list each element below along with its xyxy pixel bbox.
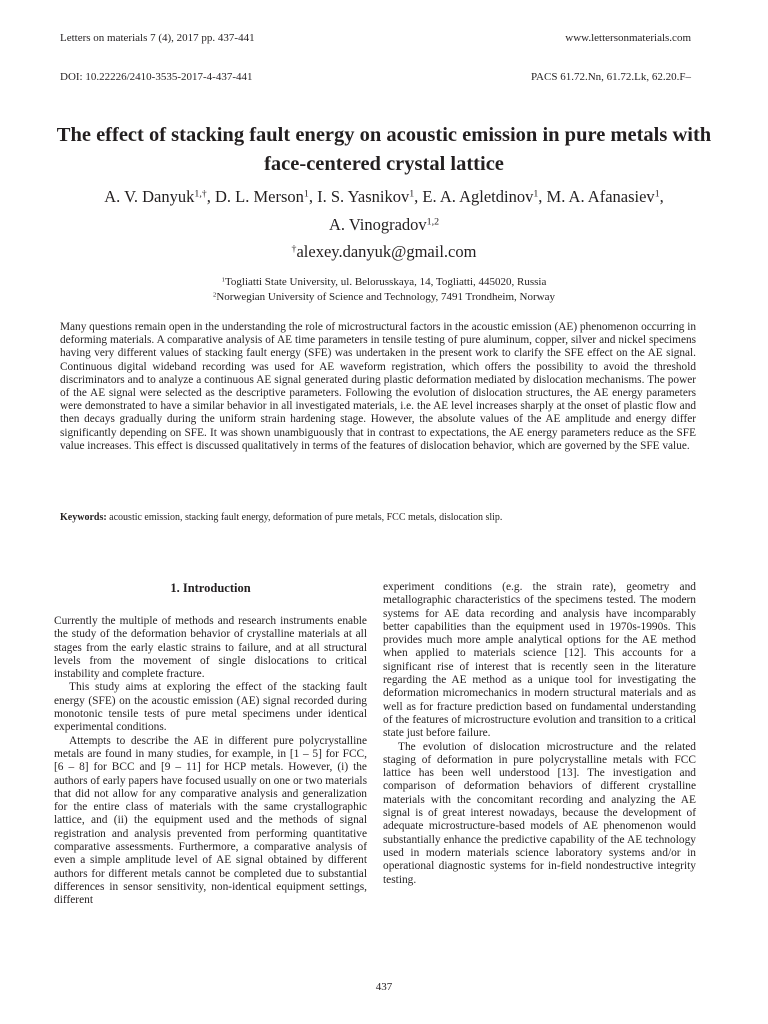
section-heading: 1. Introduction xyxy=(170,581,251,595)
keywords xyxy=(60,511,696,524)
author-list xyxy=(40,183,728,239)
paper-title: The effect of stacking fault energy on acoustic emission in pure metals with face-centered crystal lattice xyxy=(56,124,712,175)
page-number: 437 xyxy=(375,981,393,993)
paragraph: The evolution of dislocation microstructure and the related staging of deformation in pure polycrystalline metals with FCC lattice has been well understood [13]. The investigation and comparison of deformation behaviors of different crystalline materials with the concomitant recording and analyzing the AE signal is of great interest nowadays, because the development of adequate microstructure-based models of AE phenomenon would substantially enhance the predictive capability of the AE technology used in modern materials science laboratory systems and/or in operational diagnostic systems for in-field nondestructive integrity testing. xyxy=(383,740,696,886)
affiliations xyxy=(40,275,728,305)
affiliation: $^1$Togliatti State University, ul. Belorusskaya, 14, Togliatti, 445020, Russia xyxy=(221,276,547,288)
author: E. A. Agletdinov$^1$, xyxy=(422,187,547,206)
email-address[interactable]: alexey.danyuk@gmail.com xyxy=(296,242,477,261)
journal-website[interactable]: www.lettersonmaterials.com xyxy=(565,32,691,44)
journal-citation: Letters on materials 7 (4), 2017 pp. 437-441 xyxy=(60,32,255,44)
paragraph: Attempts to describe the AE in different pure polycrystalline metals are found in many studies, for example, in [1 – 5] for FCC, [6 – 8] for BCC and [9 – 11] for HCP metals. However, (i) the authors of early papers have focused usually on one or two materials that did not allow for any comparative analysis and generalization for the entire class of materials with the same crystallographic lattice, and (ii) the equipment used and the methods of signal registration and analysis prevented from performing quantitative comparative assessments. Furthermore, a comparative analysis of even a simple amplitude level of AE signal obtained by different authors for different metals cannot be completed due to substantial differences in sensor sensitivity, non-identical equipment settings, different xyxy=(54,734,367,907)
affiliation: $^2$Norwegian University of Science and Technology, 7491 Trondheim, Norway xyxy=(213,291,555,303)
right-column xyxy=(383,581,696,887)
abstract: Many questions remain open in the understanding the role of microstructural factors in the acoustic emission (AE) phenomenon occurring in deforming materials. A comparative analysis of AE time parameters in tensile testing of pure aluminum, copper, silver and nickel specimens having very different values of stacking fault energy (SFE) was undertaken in the present work to clarify the SFE effect on the AE signal. Continuous digital wideband recording was used for AE waveform registration, which offers the possibility to avoid the threshold discriminators and to analyze a continuous AE signal generated during plastic deformation mediated by dislocation mechanisms. The power of the AE signal were selected as the descriptive parameters. Following the evolution of dislocation structures, the AE energy parameters were demonstrated to have a similar behavior in all investigated materials, i.e. the AE level increases sharply at the onset of plastic flow and then decays gradually during the uniform strain hardening stage. However, the absolute values of the AE amplitude and energy differ significantly depending on SFE. It was shown unambiguously that in contrast to expectations, the AE energy parameters reduce as the SFE value increases. This effect is discussed qualitatively in terms of the features of dislocation behavior, which are governed by the SFE value. xyxy=(60,321,696,452)
paragraph: This study aims at exploring the effect of the stacking fault energy (SFE) on the acoustic emission (AE) signal recorded during monotonic tensile tests of pure metal specimens under identical experimental conditions. xyxy=(54,681,367,734)
author: A. V. Danyuk$^{1,\dagger}$, xyxy=(104,187,215,206)
paragraph: Currently the multiple of methods and research instruments enable the study of the deformation behavior of crystalline materials at all stages from the early elastic strains to failure, and at all structural levels from the movement of single dislocations to critical instability and complete fracture. xyxy=(54,615,367,681)
pacs-codes: PACS 61.72.Nn, 61.72.Lk, 62.20.F– xyxy=(530,71,691,83)
corresponding-email[interactable] xyxy=(40,241,728,263)
doi[interactable]: DOI: 10.22226/2410-3535-2017-4-437-441 xyxy=(60,71,253,83)
author: A. Vinogradov$^{1,2}$ xyxy=(328,215,440,234)
author: M. A. Afanasiev$^1$, xyxy=(546,187,664,206)
left-column xyxy=(54,581,367,908)
author: I. S. Yasnikov$^1$, xyxy=(317,187,423,206)
author: D. L. Merson$^1$, xyxy=(214,187,318,206)
dagger-marker: † xyxy=(291,243,297,255)
keywords-label: Keywords: xyxy=(60,512,107,523)
paragraph: experiment conditions (e.g. the strain rate), geometry and metallographic characteristics of the specimens tested. The modern systems for AE data recording and analysis have incomparably better capabilities than the equipment used in 1970s-1990s. This provides much more ample analytical options for the AE method when applied to materials science [12]. This accounts for a significant rise of interest that is recently seen in the literature regarding the AE method as a unique tool for investigating the deformation micromechanics in modern structural materials and as well as for fracture prediction based on fundamental understanding of the features of microstructure evolution and transition to a critical state just before failure. xyxy=(383,581,696,740)
keywords-text: acoustic emission, stacking fault energy, deformation of pure metals, FCC metals, dislocation slip. xyxy=(106,512,503,523)
